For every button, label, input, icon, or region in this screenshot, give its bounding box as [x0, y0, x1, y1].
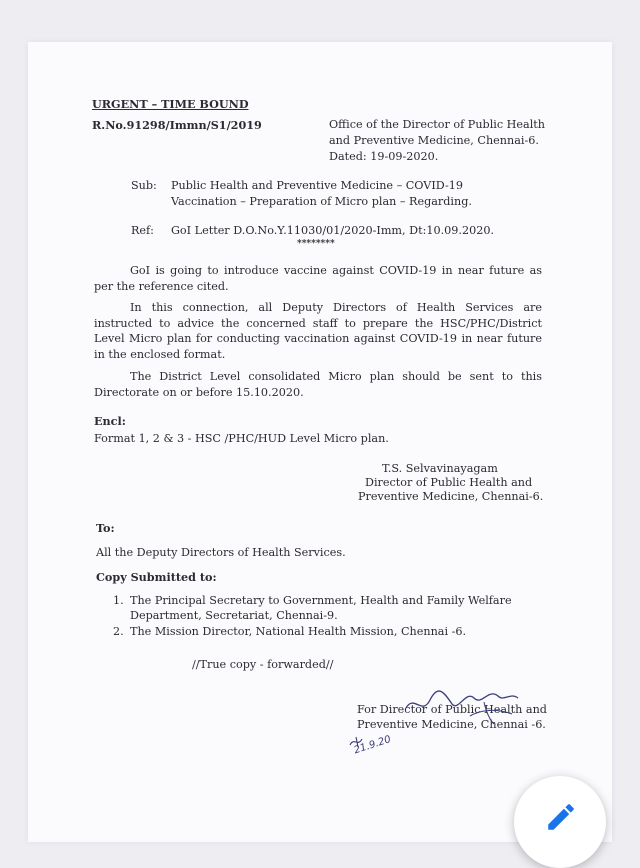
paragraph-3: The District Level consolidated Micro plan should be sent to this Directorate on or before 15.10.2020. — [94, 370, 542, 399]
copy-item-1-line-2: Department, Secretariat, Chennai-9. — [130, 609, 338, 622]
reference-number: R.No.91298/Immn/S1/2019 — [92, 118, 262, 132]
separator-stars: ******** — [297, 239, 335, 249]
subject-label: Sub: — [131, 179, 157, 192]
office-line-2: and Preventive Medicine, Chennai-6. — [329, 134, 539, 147]
signatory-title-2: Preventive Medicine, Chennai-6. — [358, 490, 544, 503]
dated-line: Dated: 19-09-2020. — [329, 150, 439, 163]
ref-text: GoI Letter D.O.No.Y.11030/01/2020-Imm, Dt:10.09.2020. — [171, 224, 495, 237]
edit-fab-button[interactable] — [514, 776, 606, 868]
urgent-header: URGENT – TIME BOUND — [92, 97, 249, 111]
office-line-1: Office of the Director of Public Health — [329, 118, 545, 131]
pencil-icon — [544, 800, 578, 834]
true-copy-note: //True copy - forwarded// — [192, 658, 334, 671]
copy-item-1-number: 1. — [113, 594, 124, 607]
copy-item-2-number: 2. — [113, 625, 124, 638]
to-label: To: — [96, 521, 115, 535]
to-text: All the Deputy Directors of Health Services. — [96, 546, 346, 559]
copy-submitted-label: Copy Submitted to: — [96, 570, 217, 584]
copy-item-2-line-1: The Mission Director, National Health Mission, Chennai -6. — [130, 625, 467, 638]
enclosure-text: Format 1, 2 & 3 - HSC /PHC/HUD Level Micro plan. — [94, 432, 389, 445]
enclosure-label: Encl: — [94, 414, 126, 428]
copy-item-1-line-1: The Principal Secretary to Government, Health and Family Welfare — [130, 594, 512, 607]
for-director-line-2: Preventive Medicine, Chennai -6. — [357, 718, 546, 731]
signatory-title-1: Director of Public Health and — [365, 476, 533, 489]
signatory-name: T.S. Selvavinayagam — [382, 462, 498, 475]
handwritten-signature — [400, 686, 530, 732]
paragraph-1: GoI is going to introduce vaccine against COVID-19 in near future as per the reference cited. — [94, 264, 542, 293]
for-director-line-1: For Director of Public Health and — [357, 703, 547, 716]
handwritten-date: 21.9.20 — [352, 734, 393, 757]
subject-line-2: Vaccination – Preparation of Micro plan – Regarding. — [171, 195, 472, 208]
ref-label: Ref: — [131, 224, 154, 237]
paragraph-2: In this connection, all Deputy Directors of Health Services are instructed to advice the concerned staff to prepare the HSC/PHC/District Level Micro plan for conducting vaccination against COVID-19 in near future in the enclosed format. — [94, 301, 542, 361]
subject-line-1: Public Health and Preventive Medicine – COVID-19 — [171, 179, 463, 192]
